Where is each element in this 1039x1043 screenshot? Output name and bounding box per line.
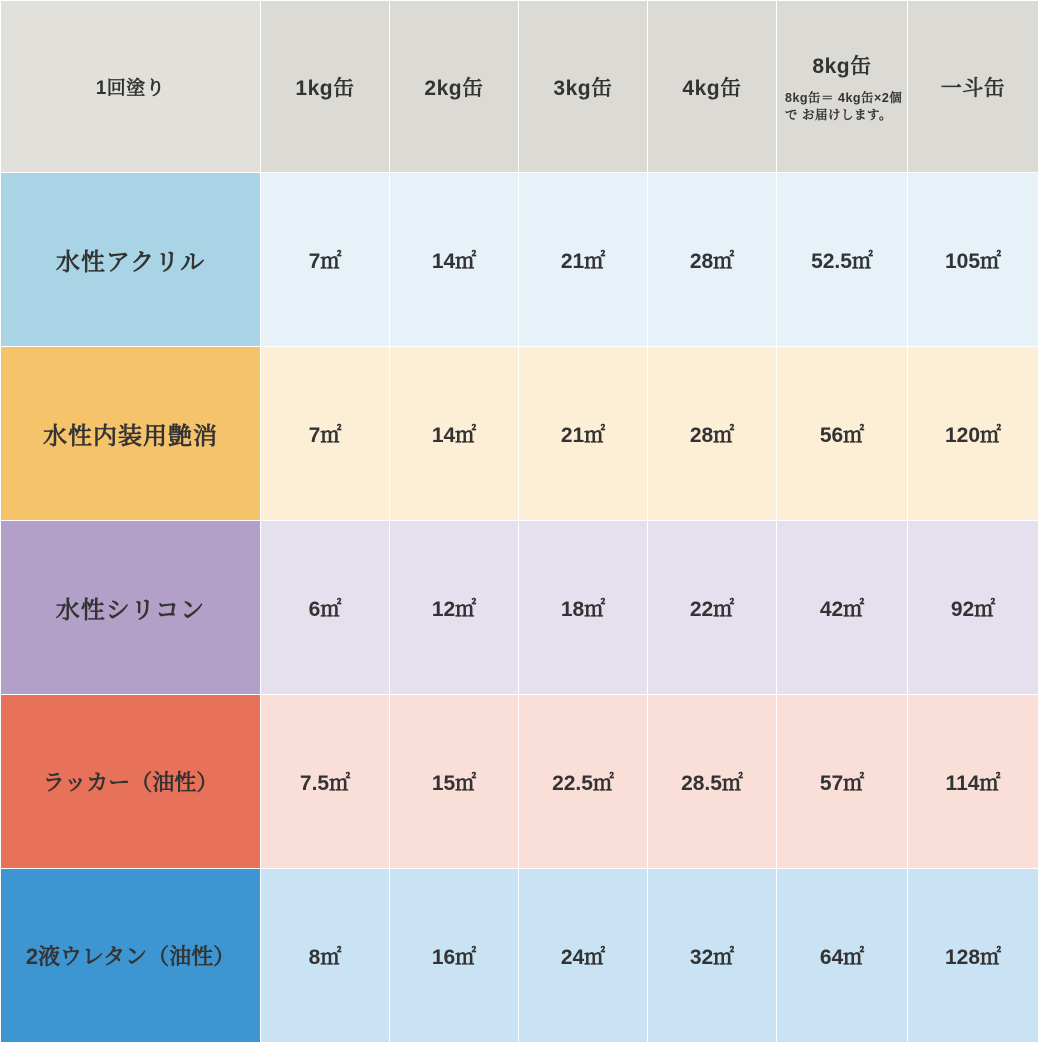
header-corner-label: 1回塗り [1,1,261,173]
cell-r0-c5: 105㎡ [908,173,1039,347]
header-col-3kg: 3kg缶 [519,1,648,173]
row-label-suisei-acrylic: 水性アクリル [1,173,261,347]
cell-r3-c5: 114㎡ [908,695,1039,869]
row-label-2liquid-urethane: 2液ウレタン（油性） [1,869,261,1043]
cell-r2-c4: 42㎡ [777,521,908,695]
cell-r3-c2: 22.5㎡ [519,695,648,869]
cell-r4-c0: 8㎡ [261,869,390,1043]
cell-r4-c3: 32㎡ [648,869,777,1043]
cell-r3-c1: 15㎡ [390,695,519,869]
header-col-8kg-note: 8kg缶＝ 4kg缶×2個で お届けします。 [785,90,903,122]
row-label-lacquer: ラッカー（油性） [1,695,261,869]
cell-r0-c0: 7㎡ [261,173,390,347]
cell-r4-c5: 128㎡ [908,869,1039,1043]
cell-r4-c1: 16㎡ [390,869,519,1043]
header-col-8kg-label: 8kg缶 [812,54,872,78]
cell-r1-c2: 21㎡ [519,347,648,521]
cell-r1-c4: 56㎡ [777,347,908,521]
table-body [1,173,1039,1043]
cell-r1-c3: 28㎡ [648,347,777,521]
header-row [1,1,1039,173]
cell-r2-c3: 22㎡ [648,521,777,695]
header-col-1kg: 1kg缶 [261,1,390,173]
cell-r3-c0: 7.5㎡ [261,695,390,869]
header-col-2kg: 2kg缶 [390,1,519,173]
cell-r0-c1: 14㎡ [390,173,519,347]
cell-r4-c4: 64㎡ [777,869,908,1043]
cell-r1-c0: 7㎡ [261,347,390,521]
cell-r1-c5: 120㎡ [908,347,1039,521]
table-row [1,695,1039,869]
cell-r4-c2: 24㎡ [519,869,648,1043]
table-row [1,173,1039,347]
header-col-4kg: 4kg缶 [648,1,777,173]
row-label-suisei-silicon: 水性シリコン [1,521,261,695]
cell-r0-c2: 21㎡ [519,173,648,347]
cell-r2-c0: 6㎡ [261,521,390,695]
cell-r0-c4: 52.5㎡ [777,173,908,347]
cell-r3-c3: 28.5㎡ [648,695,777,869]
table-row [1,347,1039,521]
row-label-suisei-naisou: 水性内装用艶消 [1,347,261,521]
cell-r2-c2: 18㎡ [519,521,648,695]
table-row [1,521,1039,695]
cell-r2-c1: 12㎡ [390,521,519,695]
cell-r2-c5: 92㎡ [908,521,1039,695]
table-row [1,869,1039,1043]
cell-r0-c3: 28㎡ [648,173,777,347]
header-col-itto: 一斗缶 [908,1,1039,173]
cell-r3-c4: 57㎡ [777,695,908,869]
header-col-8kg [777,1,908,173]
table-header [1,1,1039,173]
cell-r1-c1: 14㎡ [390,347,519,521]
